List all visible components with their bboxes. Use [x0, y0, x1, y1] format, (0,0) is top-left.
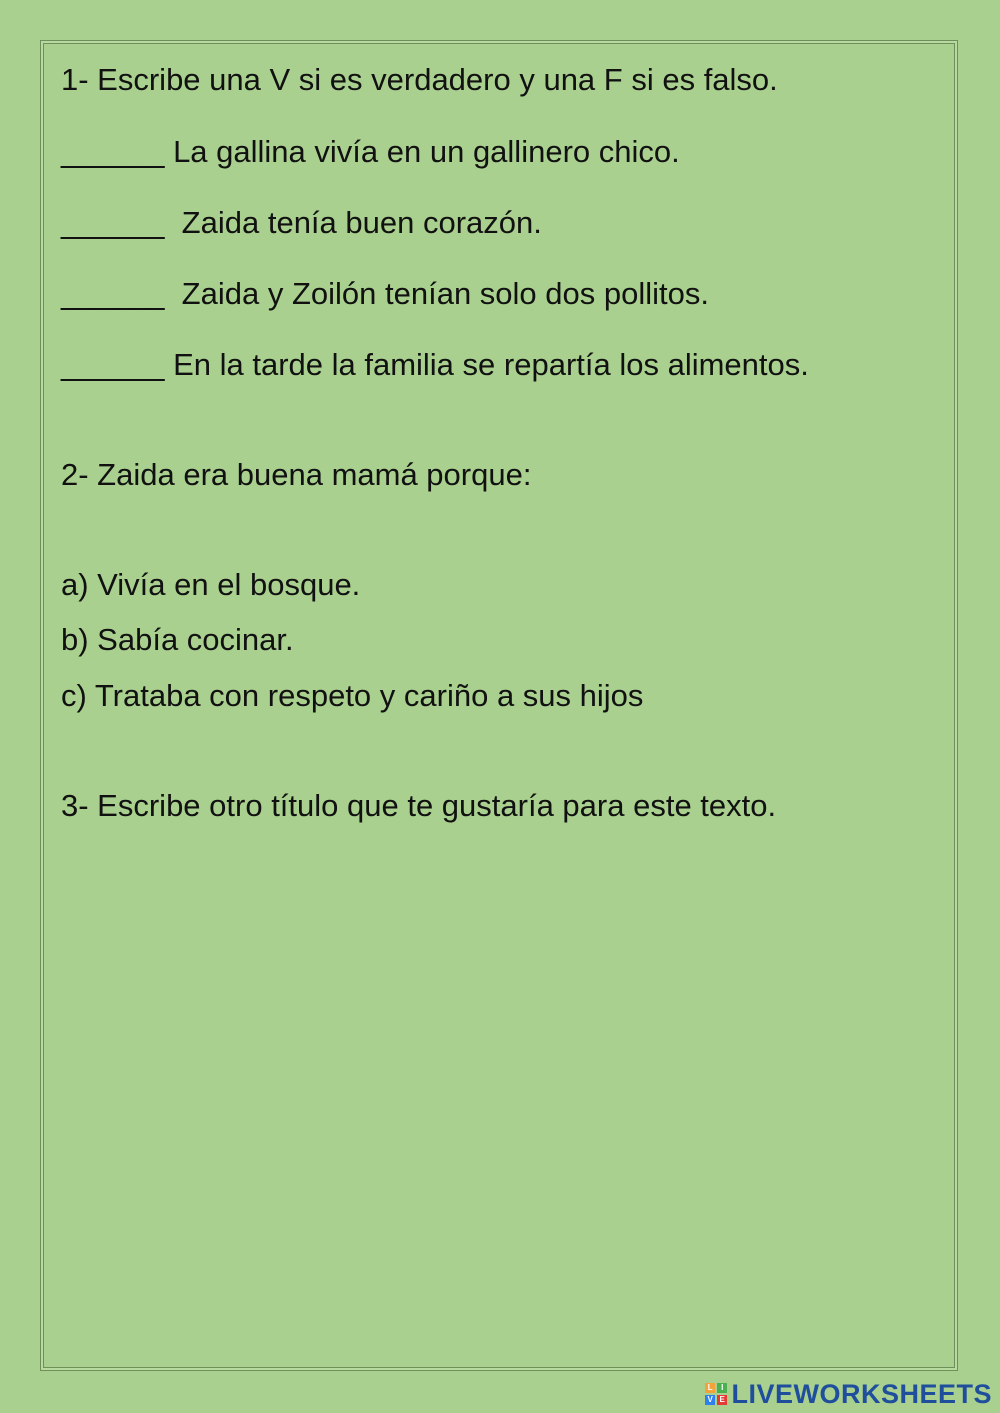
true-false-item-3	[61, 276, 709, 312]
option-c[interactable]: c) Trataba con respeto y cariño a sus hijos	[61, 678, 644, 713]
logo-text: LIVEWORKSHEETS	[731, 1378, 992, 1409]
statement-text: La gallina vivía en un gallinero chico.	[164, 134, 680, 169]
question-1-title: 1- Escribe una V si es verdadero y una F si es falso.	[61, 62, 778, 97]
liveworksheets-logo	[705, 1379, 992, 1409]
answer-blank[interactable]: ______	[61, 134, 165, 169]
true-false-item-1	[61, 134, 680, 170]
logo-letter: E	[717, 1395, 727, 1405]
option-a[interactable]: a) Vivía en el bosque.	[61, 567, 361, 602]
logo-letter: L	[705, 1383, 715, 1393]
question-2-title: 2- Zaida era buena mamá porque:	[61, 457, 532, 492]
statement-text: Zaida y Zoilón tenían solo dos pollitos.	[164, 276, 709, 311]
logo-letter: I	[717, 1383, 727, 1393]
true-false-item-4	[61, 347, 809, 383]
option-b[interactable]: b) Sabía cocinar.	[61, 622, 294, 657]
answer-blank[interactable]: ______	[61, 205, 165, 240]
statement-text: Zaida tenía buen corazón.	[164, 205, 542, 240]
answer-blank[interactable]: ______	[61, 276, 165, 311]
statement-text: En la tarde la familia se repartía los alimentos.	[164, 347, 809, 382]
true-false-item-2	[61, 205, 542, 241]
answer-blank[interactable]: ______	[61, 347, 165, 382]
liveworksheets-icon	[705, 1383, 727, 1405]
question-3-title: 3- Escribe otro título que te gustaría para este texto.	[61, 788, 777, 823]
logo-letter: V	[705, 1395, 715, 1405]
